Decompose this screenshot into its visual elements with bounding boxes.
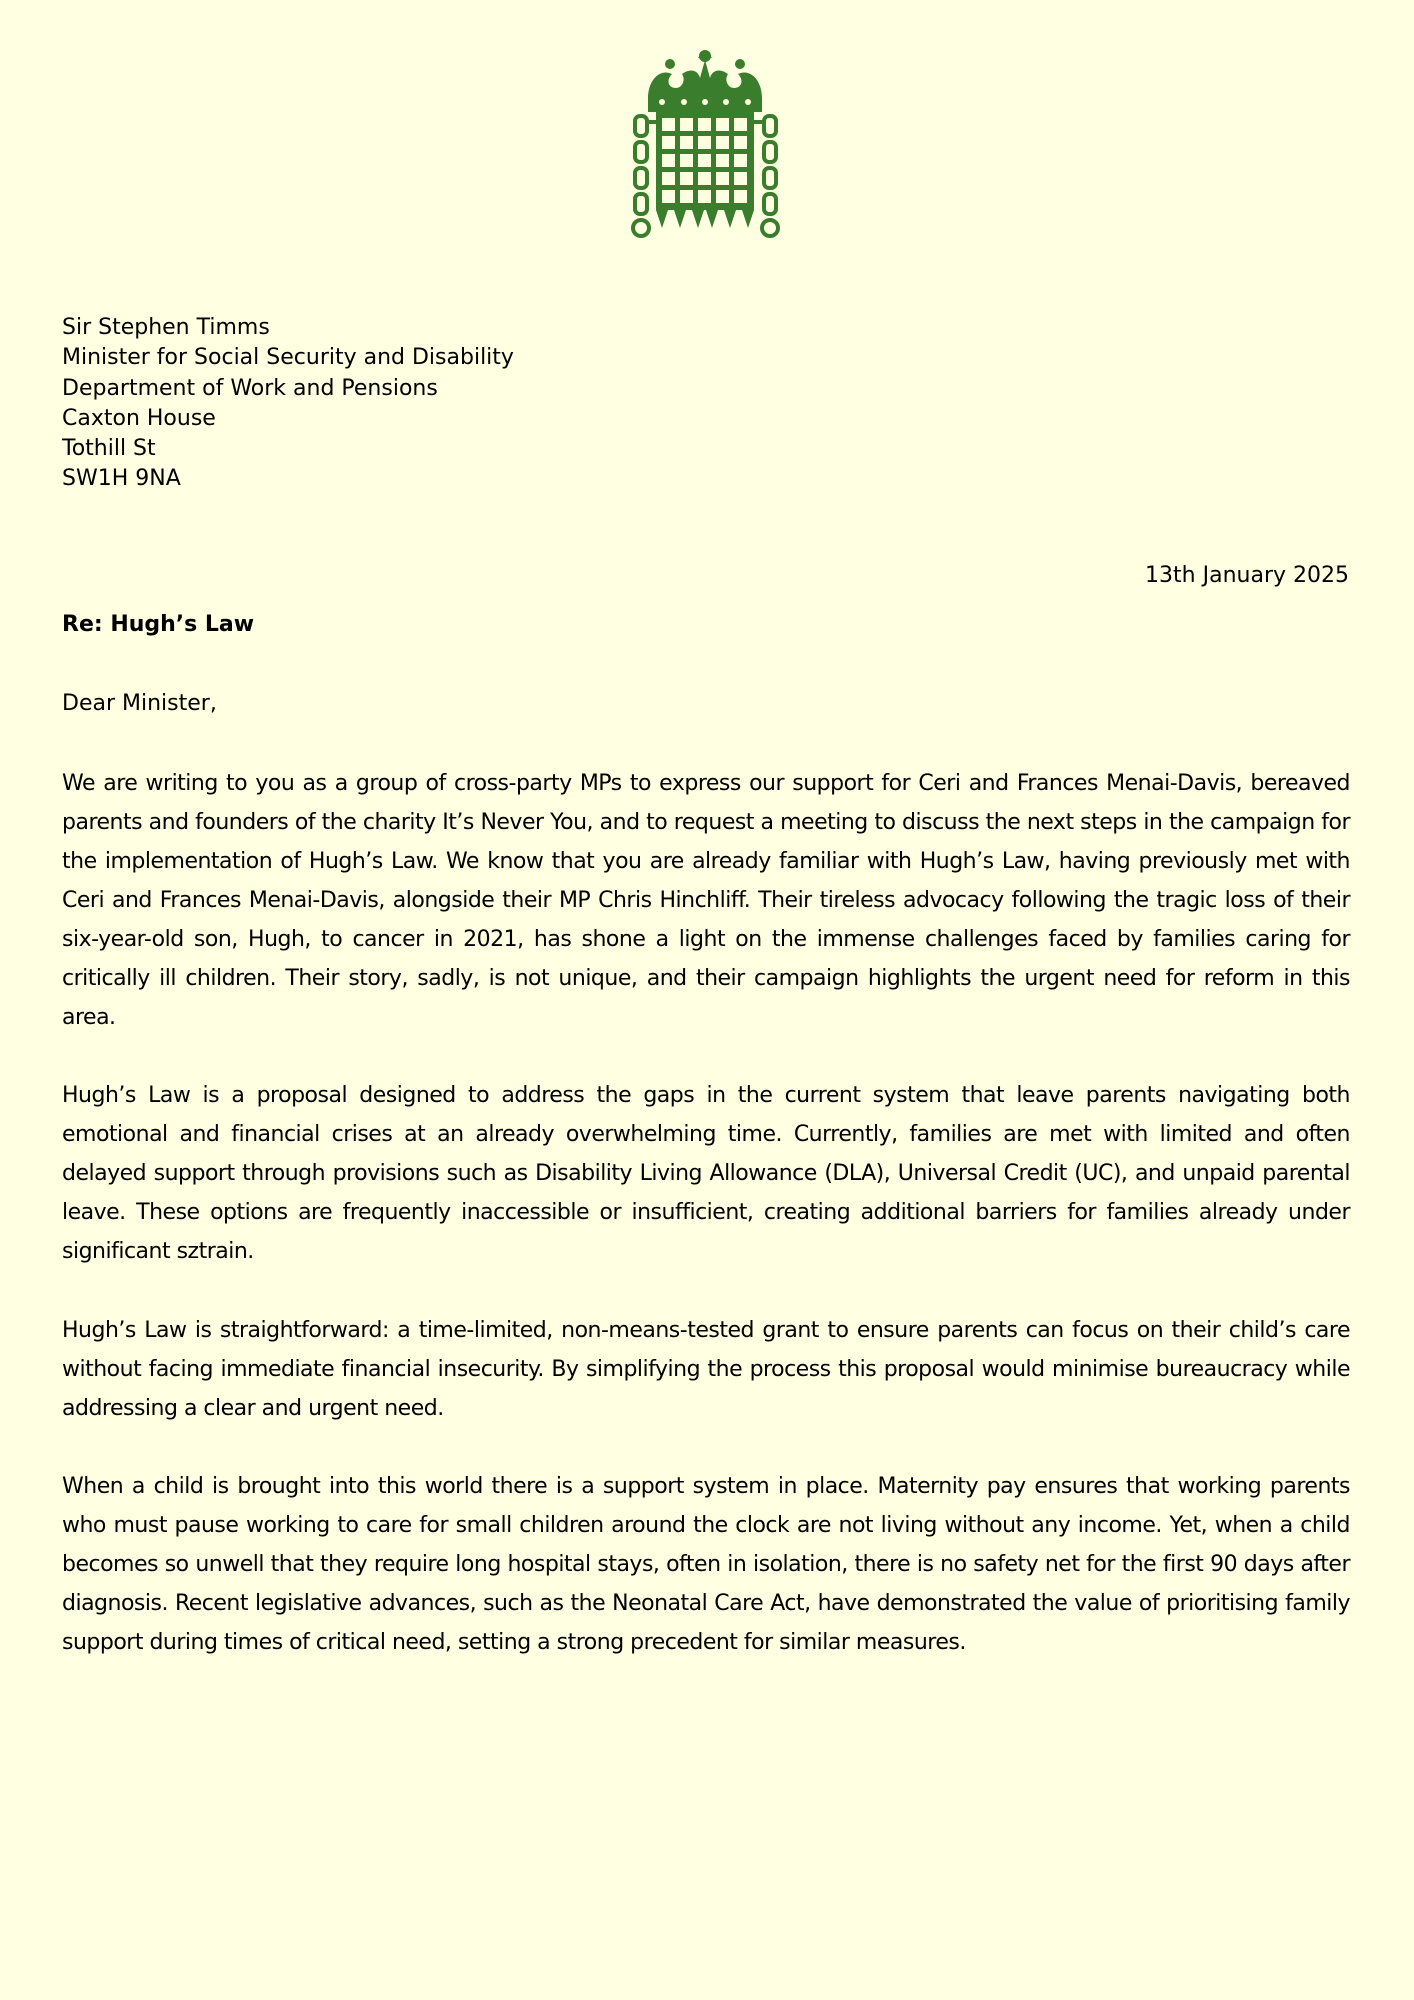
recipient-department: Department of Work and Pensions: [62, 375, 438, 401]
letter-subject: Re: Hugh’s Law: [62, 612, 255, 637]
recipient-title: Minister for Social Security and Disability: [62, 345, 514, 371]
body-paragraph: Hugh’s Law is straightforward: a time-limited, non-means-tested grant to ensure parents can focus on their child’s care without facing immediate financial insecurity. By simplifying the process this proposal would minimise bureaucracy while addressing a clear and urgent need.: [62, 1318, 1350, 1421]
recipient-street: Tothill St: [62, 436, 156, 462]
recipient-address: [62, 313, 514, 495]
body-paragraph: Hugh’s Law is a proposal designed to address the gaps in the current system that leave parents navigating both emotional and financial crises at an already overwhelming time. Currently, families are met with limited and often delayed support through provisions such as Disability Living Allowance (DLA), Universal Credit (UC), and unpaid parental leave. These options are frequently inaccessible or insufficient, creating additional barriers for families already under significant sztrain.: [62, 1083, 1350, 1264]
salutation: Dear Minister,: [62, 691, 217, 716]
body-paragraph: When a child is brought into this world there is a support system in place. Maternity pay ensures that working parents who must pause working to care for small children around the clock are not living without any income. Yet, when a child becomes so unwell that they require long hospital stays, often in isolation, there is no safety net for the first 90 days after diagnosis. Recent legislative advances, such as the Neonatal Care Act, have demonstrated the value of prioritising family support during times of critical need, setting a strong precedent for similar measures.: [62, 1474, 1350, 1655]
body-paragraph: We are writing to you as a group of cross-party MPs to express our support for Ceri and Frances Menai-Davis, bereaved parents and founders of the charity It’s Never You, and to request a meeting to discuss the next steps in the campaign for the implementation of Hugh’s Law. We know that you are already familiar with Hugh’s Law, having previously met with Ceri and Frances Menai-Davis, alongside their MP Chris Hinchliff. Their tireless advocacy following the tragic loss of their six-year-old son, Hugh, to cancer in 2021, has shone a light on the immense challenges faced by families caring for critically ill children. Their story, sadly, is not unique, and their campaign highlights the urgent need for reform in this area.: [62, 771, 1350, 1030]
portcullis-crest-icon: [628, 50, 783, 240]
recipient-name: Sir Stephen Timms: [62, 315, 270, 340]
recipient-postcode: SW1H 9NA: [62, 466, 181, 492]
recipient-building: Caxton House: [62, 405, 216, 431]
letter-date: 13th January 2025: [1145, 563, 1349, 588]
